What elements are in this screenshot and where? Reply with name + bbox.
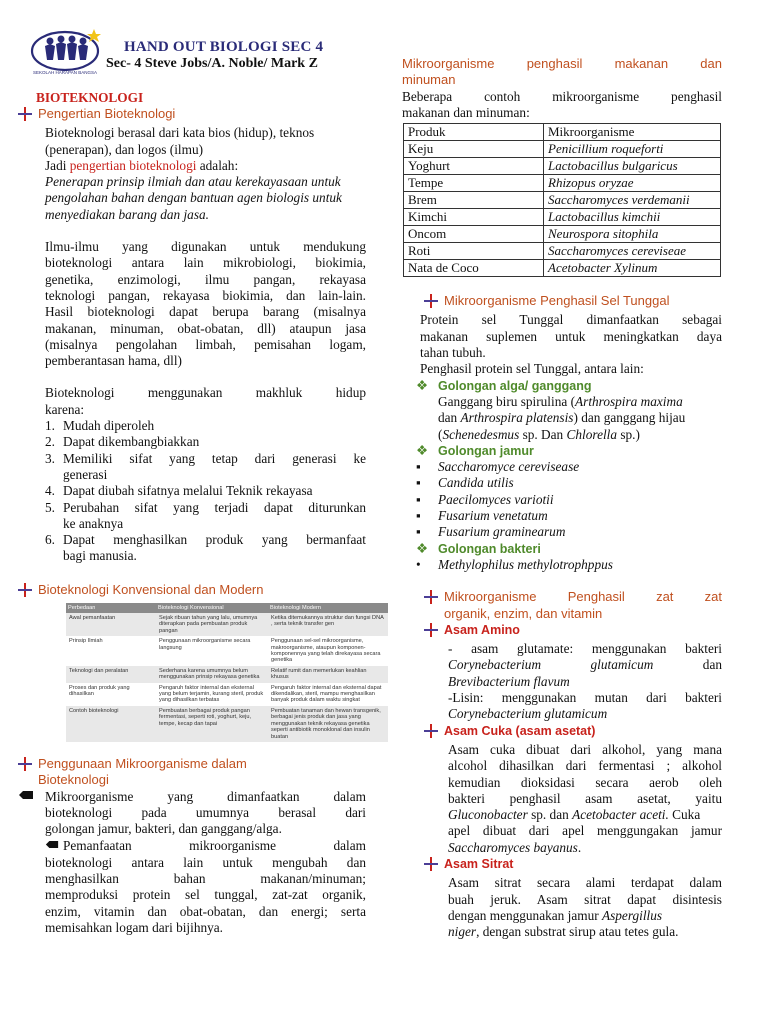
definition-line-1: Penerapan prinsip ilmiah dan atau kerekayasaan untuk — [45, 174, 341, 190]
alga-text: Ganggang biru spirulina (Arthrospira maxima dan Arthrospira platensis) dan ganggang hijau (Schenedesmus sp. Dan Chlorella sp.) — [438, 393, 686, 442]
comparison-table — [66, 603, 388, 742]
penggunaan-heading: Penggunaan Mikroorganisme dalam Bioteknologi — [18, 756, 366, 789]
flag-bullet-icon — [424, 294, 438, 312]
table-row: Nata de Coco Acetobacter Xylinum — [404, 260, 721, 277]
list-item: ▪ Candida utilis — [416, 475, 514, 491]
flag-bullet-icon — [424, 590, 438, 608]
table-row: Kimchi Lactobacillus kimchii — [404, 209, 721, 226]
school-logo-icon — [28, 27, 102, 77]
food-table — [403, 123, 721, 277]
ilmu-paragraph: Ilmu-ilmu yang digunakan untuk mendukung bioteknologi antara lain mikrobiologi, biokimia, genetika, enzimologi, ilmu pangan, rekayasa teknologi pangan, rekayasa biokimia, dan lain-lain. Hasil bioteknologi dapat berupa barang (misalnya makanan, minuman, obat-obatan, dll) ataupun jasa (misalnya pengolahan limbah, pemisahan logam, pemberantasan hama, dll) — [45, 239, 366, 369]
list-item: ▪ Fusarium graminearum — [416, 524, 566, 540]
pengertian-heading: Pengertian Bioteknologi — [18, 106, 366, 125]
amino-text: - asam glutamate: menggunakan bakteri Corynebacterium glutamicum dan Brevibacterium flavum -Lisin: menggunakan mutan dari bakteri Corynebacterium glutamicum — [448, 641, 722, 722]
table-header-row: Perbedaan Bioteknologi Konvensional Bioteknologi Modern — [66, 603, 388, 613]
reasons-list — [45, 418, 366, 565]
bakteri-list — [416, 557, 722, 573]
handout-subtitle: Sec- 4 Steve Jobs/A. Noble/ Mark Z — [106, 56, 318, 71]
table-row: Yoghurt Lactobacillus bulgaricus — [404, 158, 721, 175]
definition-line-2: pengolahan bahan dengan bantuan agen biologis untuk — [45, 190, 342, 206]
cuka-text: Asam cuka dibuat dari alkohol, yang mana alcohol dihasilkan dari fermentasi ; alkohol kemudian dioksidasi secara aerob oleh bakteri penghasil asam asetat, yaitu Gluconobacter sp. dan Acetobacter aceti. Cuka apel dibuat dari apel menggungakan jamur Saccharomyces bayanus. — [448, 741, 722, 855]
konvensional-heading: Bioteknologi Konvensional dan Modern — [18, 582, 366, 601]
logo-caption: SEKOLAH HARAPAN BANGSA — [33, 70, 97, 75]
pg-paragraph-2: Pemanfaatan mikroorganisme dalam bioteknologi antara lain untuk mengubah dan menghasilkan bahan makanan/minuman; memproduksi protein sel tunggal, zat-zat organik, enzim, vitamin dan obat-obatan, dan energi; serta memisahkan logam dari bijihnya. — [45, 838, 366, 935]
sitrat-heading: Asam Sitrat — [424, 856, 722, 875]
table-row: Roti Saccharomyces cereviseae — [404, 243, 721, 260]
flag-bullet-icon — [18, 757, 32, 775]
section-title: BIOTEKNOLOGI — [36, 90, 144, 105]
school-logo — [28, 27, 102, 77]
jadi-line: Jadi pengertian bioteknologi adalah: — [45, 157, 239, 173]
amino-heading: Asam Amino — [424, 622, 722, 641]
food-intro: Beberapa contoh mikroorganisme penghasil makanan dan minuman: — [402, 88, 722, 120]
bakteri-heading: ❖ Golongan bakteri — [416, 540, 541, 556]
jamur-list — [416, 459, 722, 540]
pg-paragraph-1: Mikroorganisme yang dimanfaatkan dalam bioteknologi pada umumnya berasal dari golongan jamur, bakteri, dan ganggang/alga. — [18, 789, 366, 838]
diamond-bullet-icon: ❖ — [416, 540, 428, 556]
list-item: ▪ Paecilomyces variotii — [416, 491, 554, 507]
table-row: Keju Penicillium roqueforti — [404, 141, 721, 158]
makhluk-intro: Bioteknologi menggunakan makhluk hidup karena: — [45, 385, 366, 417]
pencil-bullet-icon — [45, 838, 63, 854]
list-item: ▪ Fusarium venetatum — [416, 508, 548, 524]
food-heading: Mikroorganisme penghasil makanan dan minuman — [402, 56, 722, 88]
list-item: 4. Dapat diubah sifatnya melalui Teknik rekayasa — [45, 483, 313, 499]
table-header-row: Produk Mikroorganisme — [404, 124, 721, 141]
cuka-heading: Asam Cuka (asam asetat) — [424, 723, 722, 742]
left-column — [18, 90, 384, 936]
right-column — [402, 56, 722, 940]
diamond-bullet-icon: ❖ — [416, 442, 428, 458]
sitrat-text: Asam sitrat secara alami terdapat dalam buah jeruk. Asam sitrat dapat disintesis dengan menggunakan jamur Aspergillus niger, dengan substrat sirup atau tetes gula. — [448, 875, 722, 940]
table-row: Brem Saccharomyces verdemanii — [404, 192, 721, 209]
flag-bullet-icon — [424, 857, 438, 875]
table-row: Teknologi dan peralatan Sederhana karena umumnya belum menggunakan prinsip rekayasa genetika Relatif rumit dan memerlukan keahlian khusus — [66, 666, 388, 683]
table-row: Proses dan produk yang dihasilkan Pengaruh faktor internal dan eksternal yang belum terjamin, kurang steril, produk yang dihasilkan terbatas Pengaruh faktor internal dan eksternal dapat dikendalikan, steril, mampu menghasilkan banyak produk dalam waktu singkat — [69, 684, 382, 704]
zat-heading: Mikroorganisme Penghasil zat zat organik, enzim, dan vitamin — [424, 589, 722, 622]
handout-title: HAND OUT BIOLOGI SEC 4 — [124, 39, 324, 55]
list-item: 1. Mudah diperoleh — [45, 418, 155, 434]
table-row: Oncom Neurospora sitophila — [404, 226, 721, 243]
list-item: • Methylophilus methylotrophppus — [416, 556, 613, 572]
alga-heading: ❖ Golongan alga/ ganggang — [416, 377, 592, 393]
pengertian-line-1: Bioteknologi berasal dari kata bios (hidup), teknos — [45, 125, 315, 141]
pst-heading: Mikroorganisme Penghasil Sel Tunggal — [424, 293, 722, 312]
table-row: Awal pemanfaatan Sejak ribuan tahun yang lalu, umumnya diterapkan pada pembuatan produk pangan Ketika ditemukannya struktur dan fungsi DNA , serta teknik transfer gen — [66, 613, 388, 636]
table-row: Contoh bioteknologi Pembuatan berbagai produk pangan fermentasi, seperti roti, yoghurt, keju, tempe, kecap dan tapai Pembuatan tanaman dan hewan transgenik, berbagai jenis produk dan jasa yang menggunakan teknik rekayasa genetika seperti antibiotik monoklonal dan insulin buatan — [66, 706, 388, 742]
flag-bullet-icon — [424, 623, 438, 641]
list-item: 6. Dapat menghasilkan produk yang bermanfaat bagi manusia. — [45, 532, 366, 564]
list-item: 3. Memiliki sifat yang tetap dari generasi ke generasi — [45, 450, 366, 482]
flag-bullet-icon — [18, 583, 32, 601]
definition-line-3: menyediakan barang dan jasa. — [45, 206, 209, 222]
pencil-bullet-icon — [18, 789, 45, 838]
pst-paragraph: Protein sel Tunggal dimanfaatkan sebagai makanan suplemen untuk meningkatkan daya tahan tubuh. Penghasil protein sel Tunggal, antara lain: — [420, 312, 722, 377]
list-item: ▪ Saccharomyce cerevisease — [416, 459, 580, 475]
table-row: Tempe Rhizopus oryzae — [404, 175, 721, 192]
flag-bullet-icon — [424, 724, 438, 742]
pengertian-line-2: (penerapan), dan logos (ilmu) — [45, 141, 204, 157]
list-item: 2. Dapat dikembangbiakkan — [45, 434, 200, 450]
jamur-heading: ❖ Golongan jamur — [416, 442, 534, 458]
diamond-bullet-icon: ❖ — [416, 377, 428, 393]
table-row: Prinsip Ilmiah Penggunaan mikroorganisme secara langsung Penggunaan sel-sel mikroorganisme, makroorganisme, ataupun komponen-komponennya yang telah direkayasa secara genetika — [69, 638, 381, 664]
list-item: 5. Perubahan sifat yang terjadi dapat diturunkan ke anaknya — [45, 499, 366, 531]
flag-bullet-icon — [18, 107, 32, 125]
